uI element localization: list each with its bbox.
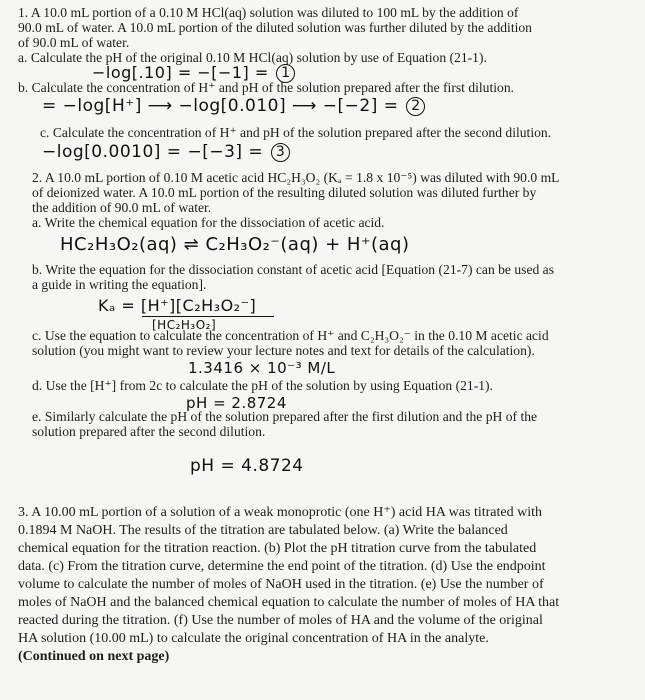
q1-intro-line-1: 1. A 10.0 mL portion of a 0.10 M HCl(aq) solution was diluted to 100 mL by the addition of bbox=[18, 5, 519, 20]
q2-c-handwritten-answer: 1.3416 × 10⁻³ M/L bbox=[188, 359, 336, 377]
q2-a-handwritten-equation: HC₂H₃O₂(aq) ⇌ C₂H₃O₂⁻(aq) + H⁺(aq) bbox=[60, 234, 410, 255]
q1-b-handwritten-answer bbox=[42, 96, 425, 116]
q1-c-handwritten-answer bbox=[42, 142, 290, 162]
q3-line-4: data. (c) From the titration curve, determine the end point of the titration. (d) Use the endpoint bbox=[18, 559, 546, 574]
q1-a-circled-answer: 1 bbox=[276, 64, 295, 83]
q2-part-d: d. Use the [H⁺] from 2c to calculate the pH of the solution by using Equation (21-1). bbox=[32, 378, 493, 393]
q2-part-c-line-2: solution (you might want to review your lecture notes and text for details of the calculation). bbox=[32, 343, 535, 358]
q2-part-a: a. Write the chemical equation for the dissociation of acetic acid. bbox=[32, 215, 385, 230]
q2-intro-line-1: 2. A 10.0 mL portion of 0.10 M acetic acid HC₂H₃O₂ (Kₐ = 1.8 x 10⁻⁵) was diluted with 90.0 mL bbox=[32, 170, 560, 185]
q1-c-handwritten-text: −log[0.0010] = −[−3] = bbox=[42, 142, 264, 162]
q3-line-8: HA solution (10.00 mL) to calculate the original concentration of HA in the analyte. bbox=[18, 631, 489, 646]
q3-continued-note: (Continued on next page) bbox=[18, 649, 170, 664]
q1-c-circled-answer: 3 bbox=[271, 143, 290, 162]
q3-line-1: 3. A 10.00 mL portion of a solution of a weak monoprotic (one H⁺) acid HA was titrated with bbox=[18, 505, 542, 520]
q3-line-2: 0.1894 M NaOH. The results of the titration are tabulated below. (a) Write the balanced bbox=[18, 523, 508, 538]
q2-intro-line-3: the addition of 90.0 mL of water. bbox=[32, 200, 212, 215]
q2-b-handwritten-denominator: [HC₂H₃O₂] bbox=[152, 318, 217, 332]
q3-line-6: moles of NaOH and the balanced chemical equation to calculate the number of moles of HA that bbox=[18, 595, 560, 610]
q2-part-c-line-1: c. Use the equation to calculate the concentration of H⁺ and C₂H₃O₂⁻ in the 0.10 M acetic acid bbox=[32, 328, 549, 343]
q3-line-5: volume to calculate the number of moles of NaOH used in the titration. (e) Use the number of bbox=[18, 577, 544, 592]
q2-part-e-line-2: solution prepared after the second dilution. bbox=[32, 424, 266, 439]
q1-b-circled-answer: 2 bbox=[406, 97, 425, 116]
q3-line-7: reacted during the titration. (f) Use the number of moles of HA and the volume of the original bbox=[18, 613, 543, 628]
q2-b-handwritten-numerator: Kₐ = [H⁺][C₂H₃O₂⁻] bbox=[98, 296, 257, 315]
q1-b-handwritten-text: = −log[H⁺] ⟶ −log[0.010] ⟶ −[−2] = bbox=[42, 96, 399, 116]
q1-a-handwritten-text: −log[.10] = −[−1] = bbox=[92, 63, 269, 82]
q2-d-handwritten-answer: pH = 2.8724 bbox=[186, 394, 287, 412]
q1-part-b: b. Calculate the concentration of H⁺ and pH of the solution prepared after the first dilution. bbox=[18, 80, 515, 95]
q2-intro-line-2: of deionized water. A 10.0 mL portion of the resulting diluted solution was diluted further by bbox=[32, 185, 537, 200]
q1-part-a: a. Calculate the pH of the original 0.10 M HCl(aq) solution by use of Equation (21-1). bbox=[18, 50, 487, 65]
q1-intro-line-3: of 90.0 mL of water. bbox=[18, 35, 130, 50]
q2-e-handwritten-answer: pH = 4.8724 bbox=[190, 456, 304, 476]
q1-part-c: c. Calculate the concentration of H⁺ and pH of the solution prepared after the second dilution. bbox=[40, 125, 552, 140]
q2-part-b-line-1: b. Write the equation for the dissociation constant of acetic acid [Equation (21-7) can be used as bbox=[32, 262, 555, 277]
q2-b-fraction-bar bbox=[142, 316, 274, 317]
q3-line-3: chemical equation for the titration reaction. (b) Plot the pH titration curve from the tabulated bbox=[18, 541, 537, 556]
q2-part-e-line-1: e. Similarly calculate the pH of the solution prepared after the first dilution and the pH of the bbox=[32, 409, 538, 424]
q1-intro-line-2: 90.0 mL of water. A 10.0 mL portion of the diluted solution was further diluted by the addition bbox=[18, 20, 532, 35]
q2-part-b-line-2: a guide in writing the equation]. bbox=[32, 277, 207, 292]
